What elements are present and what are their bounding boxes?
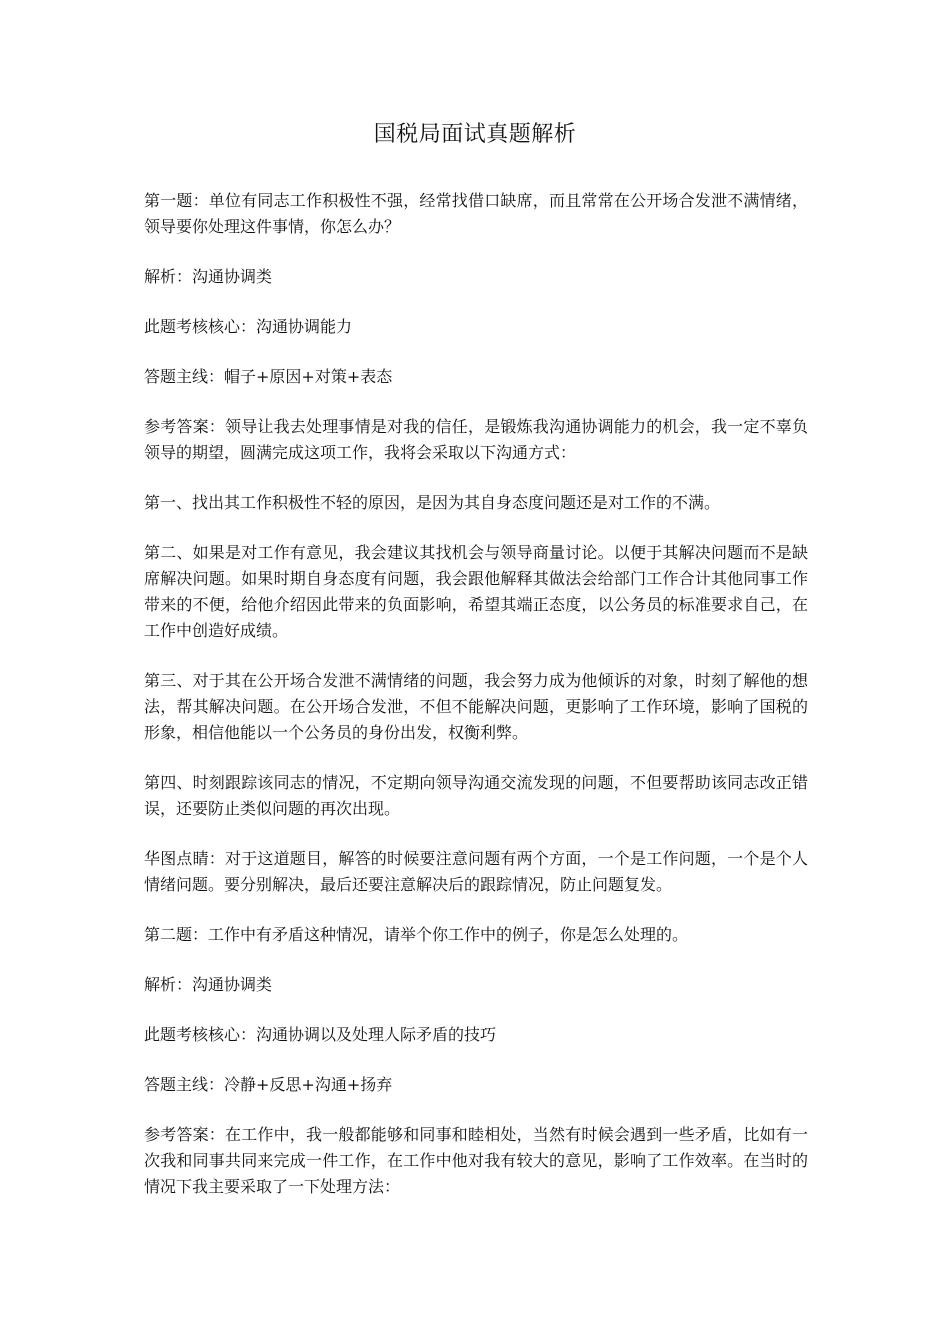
question-1-answer-point-2: 第二、如果是对工作有意见，我会建议其找机会与领导商量讨论。以便于其解决问题而不是缺席解决问题。如果时期自身态度有问题，我会跟他解释其做法会给部门工作合计其他同事工作带来的不便，给他介绍因此带来的负面影响，希望其端正态度，以公务员的标准要求自己，在工作中创造好成绩。 — [144, 543, 808, 640]
question-1-answer-point-3: 第三、对于其在公开场合发泄不满情绪的问题，我会努力成为他倾诉的对象，时刻了解他的想法，帮其解决问题。在公开场合发泄，不但不能解决问题，更影响了工作环境，影响了国税的形象，相信他能以一个公务员的身份出发，权衡利弊。 — [144, 671, 808, 742]
question-1-mainline: 答题主线：帽子+原因+对策+表态 — [144, 367, 393, 386]
question-1-analysis: 解析：沟通协调类 — [144, 267, 273, 286]
question-2-core: 此题考核核心：沟通协调以及处理人际矛盾的技巧 — [144, 1025, 497, 1044]
question-1-core: 此题考核核心：沟通协调能力 — [144, 317, 353, 336]
question-2-text: 第二题：工作中有矛盾这种情况，请举个你工作中的例子，你是怎么处理的。 — [144, 925, 689, 944]
question-2-mainline: 答题主线：冷静+反思+沟通+扬弃 — [144, 1075, 393, 1094]
question-1-answer-intro: 参考答案：领导让我去处理事情是对我的信任，是锻炼我沟通协调能力的机会，我一定不辜负领导的期望，圆满完成这项工作，我将会采取以下沟通方式： — [144, 417, 808, 462]
question-2-answer-intro: 参考答案：在工作中，我一般都能够和同事和睦相处，当然有时候会遇到一些矛盾，比如有一次我和同事共同来完成一件工作，在工作中他对我有较大的意见，影响了工作效率。在当时的情况下我主要采取了一下处理方法： — [144, 1125, 808, 1196]
question-1-answer-point-4: 第四、时刻跟踪该同志的情况，不定期向领导沟通交流发现的问题，不但要帮助该同志改正错误，还要防止类似问题的再次出现。 — [144, 773, 808, 818]
question-1-highlight: 华图点睛：对于这道题目，解答的时候要注意问题有两个方面，一个是工作问题，一个是个人情绪问题。要分别解决，最后还要注意解决后的跟踪情况，防止问题复发。 — [144, 849, 808, 894]
document-body — [144, 188, 808, 1224]
question-2-analysis: 解析：沟通协调类 — [144, 975, 273, 994]
document-title: 国税局面试真题解析 — [373, 122, 577, 147]
question-1-text: 第一题：单位有同志工作积极性不强，经常找借口缺席，而且常常在公开场合发泄不满情绪，领导要你处理这件事情，你怎么办？ — [144, 191, 808, 236]
question-1-answer-point-1: 第一、找出其工作积极性不轻的原因，是因为其自身态度问题还是对工作的不满。 — [144, 493, 721, 512]
